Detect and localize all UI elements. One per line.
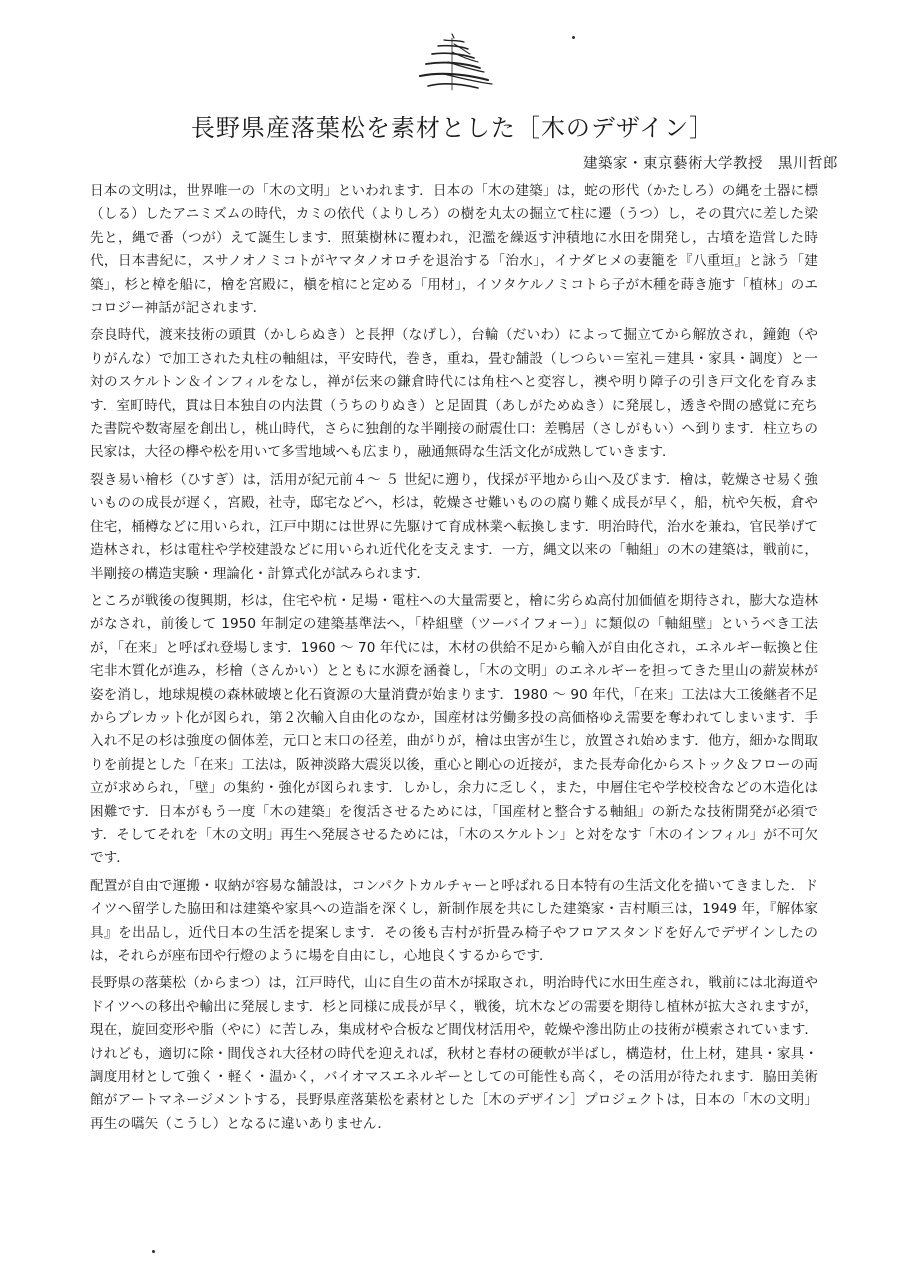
- larch-tree-logo-icon: [408, 32, 498, 96]
- scan-speck: [572, 36, 575, 39]
- author-line: 建築家・東京藝術大学教授 黒川哲郎: [583, 156, 838, 172]
- paragraph: 配置が自由で運搬・収納が容易な舗設は，コンパクトカルチャーと呼ばれる日本特有の生活文化を描いてきました．ドイツへ留学した脇田和は建築や家具への造詣を深くし，新制作展を共にした建築家・吉村順三は，1949 年，『解体家具』を出品し，近代日本の生活を提案します．その後も吉村が折畳み椅子やフロアスタンドを好んでデザインしたのは，それらが座布団や行燈のように場を自由にし，心地良くするからです．: [90, 877, 818, 964]
- paragraph: 日本の文明は，世界唯一の「木の文明」といわれます．日本の「木の建築」は，蛇の形代（かたしろ）の縄を土器に標（しる）したアニミズムの時代，カミの依代（よりしろ）の樹を丸太の掘立て柱に遷（うつ）し，その貫穴に差した梁先と，縄で番（つが）えて誕生します．照葉樹林に覆われ，氾濫を繰返す沖積地に水田を開発し，古墳を造営した時代，日本書紀に，スサノオノミコトがヤマタノオロチを退治する「治水」，イナダヒメの妻籠を『八重垣』と詠う「建築」，杉と樟を船に，檜を宮殿に，槇を棺にと定める「用材」，イソタケルノミコトら子が木種を蒔き施す「植林」のエコロジー神話が記されます．: [90, 183, 818, 317]
- paragraph: ところが戦後の復興期，杉は，住宅や杭・足場・電柱への大量需要と，檜に劣らぬ高付加価値を期待され，膨大な造林がなされ，前後して 1950 年制定の建築基準法へ，「枠組壁（ツーバイフォー）」に類似の「軸組壁」というべき工法が，「在来」と呼ばれ登場します．1960 ～ 70 年代には，木材の供給不足から輸入が自由化され，エネルギー転換と住宅非木質化が進み，杉檜（さんかい）とともに水源を涵養し，「木の文明」のエネルギーを担ってきた里山の薪炭林が姿を消し，地球規模の森林破壊と化石資源の大量消費が始まります．1980 ～ 90 年代，「在来」工法は大工後継者不足からプレカット化が図られ，第２次輸入自由化のなか，国産材は労働多投の高価格ゆえ需要を奪われてしまいます．手入れ不足の杉は強度の個体差，元口と末口の径差，曲がりが，檜は虫害が生じ，放置され始めます．他方，細かな間取りを前提とした「在来」工法は，阪神淡路大震災以後，重心と剛心の近接が，また長寿命化からストック＆フローの両立が求められ，「壁」の集約・強化が図られます．しかし，余力に乏しく，また，中層住宅や学校校舎などの木造化は困難です．日本がもう一度「木の建築」を復活させるためには，「国産材と整合する軸組」の新たな技術開発が必須です．そしてそれを「木の文明」再生へ発展させるためには，「木のスケルトン」と対をなす「木のインフィル」が不可欠です．: [90, 592, 818, 867]
- paragraph: 長野県の落葉松（からまつ）は，江戸時代，山に自生の苗木が採取され，明治時代に水田生産され，戦前には北海道やドイツへの移出や輸出に発展します．杉と同様に成長が早く，戦後，坑木などの需要を期待し植林が拡大されますが，現在，旋回変形や脂（やに）に苦しみ，集成材や合板など間伐材活用や，乾燥や滲出防止の技術が模索されています．けれども，適切に除・間伐され大径材の時代を迎えれば，秋材と春材の硬軟が半ばし，構造材，仕上材，建具・家具・調度用材として強く・軽く・温かく，バイオマスエネルギーとしての可能性も高く，その活用が待たれます．脇田美術館がアートマネージメントする，長野県産落葉松を素材とした［木のデザイン］プロジェクトは，日本の「木の文明」再生の嚆矢（こうし）となるに違いありません．: [90, 975, 818, 1132]
- scan-speck: [152, 1250, 155, 1253]
- paragraph: 奈良時代，渡来技術の頭貫（かしらぬき）と長押（なげし），台輪（だいわ）によって掘立てから解放され，鐘鉋（やりがんな）で加工された丸柱の軸組は，平安時代，巻き，重ね，畳む舗設（しつらい＝室礼＝建具・家具・調度）と一対のスケルトン＆インフィルをなし，禅が伝来の鎌倉時代には角柱へと変容し，襖や明り障子の引き戸文化を育みます．室町時代，貫は日本独自の内法貫（うちのりぬき）と足固貫（あしがためぬき）に発展し，透きや間の感覚に充ちた書院や数寄屋を創出し，桃山時代，さらに独創的な半剛接の耐震仕口：差鴨居（さしがもい）へ到ります．柱立ちの民家は，大径の欅や松を用いて多雪地域へも広まり，融通無碍な生活文化が成熟していきます．: [90, 327, 818, 461]
- paragraph: 裂き易い檜杉（ひすぎ）は，活用が紀元前４～ ５ 世紀に遡り，伐採が平地から山へ及びます．檜は，乾燥させ易く強いものの成長が遅く，宮殿，社寺，邸宅などへ，杉は，乾燥させ難いものの腐り難く成長が早く，船，杭や矢板，倉や住宅，桶樽などに用いられ，江戸中期には世界に先駆けて育成林業へ転換します．明治時代，治水を兼ね，官民挙げて造林され，杉は電柱や学校建設などに用いられ近代化を支えます．一方，縄文以来の「軸組」の木の建築は，戦前に，半剛接の構造実験・理論化・計算式化が試みられます．: [90, 471, 818, 582]
- page-title: 長野県産落葉松を素材とした［木のデザイン］: [190, 114, 715, 142]
- article-body: [90, 180, 818, 1140]
